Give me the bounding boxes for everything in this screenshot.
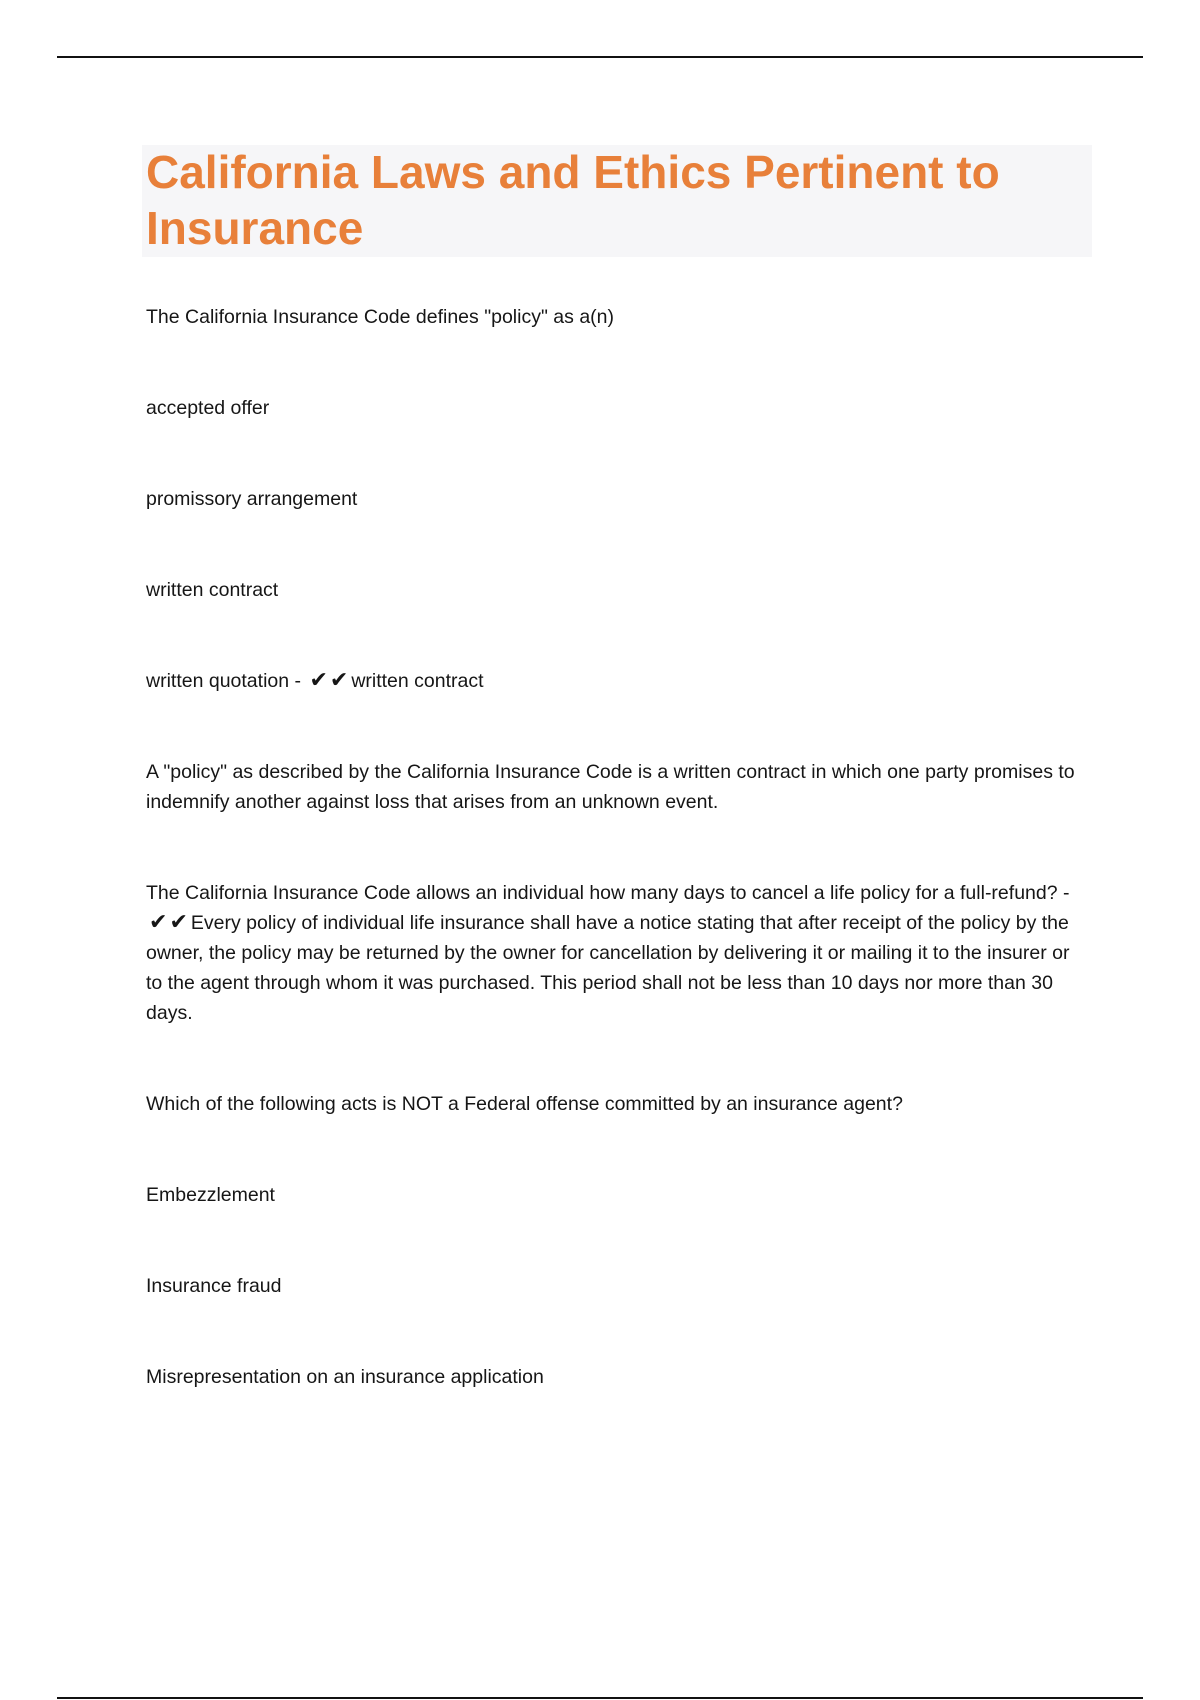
header-rule <box>57 56 1143 58</box>
option-accepted-offer: accepted offer <box>146 397 270 419</box>
option-misrepresentation: Misrepresentation on an insurance application <box>146 1366 544 1388</box>
option-promissory-arrangement: promissory arrangement <box>146 488 358 510</box>
answer-written-contract: written contract <box>351 670 484 692</box>
checkmark-icon: ✔ <box>329 667 349 692</box>
explanation-policy-definition: A "policy" as described by the California Insurance Code is a written contract in which one party promises to indemnify another against loss that arises from an unknown event. <box>146 761 1075 813</box>
checkmark-icon: ✔ <box>309 667 328 692</box>
checkmark-icon: ✔ <box>169 909 188 934</box>
document-title: California Laws and Ethics Pertinent to Insurance <box>146 146 1000 254</box>
question-policy-definition: The California Insurance Code defines "policy" as a(n) <box>146 306 614 328</box>
correct-answer-marker <box>308 666 349 696</box>
checkmark-icon: ✔ <box>149 909 168 934</box>
option-written-quotation-with-answer <box>146 666 1076 696</box>
answer-cancellation-period: Every policy of individual life insurance shall have a notice stating that after receipt of the policy by the owner, the policy may be returned by the owner for cancellation by delivering it or mailing it to the insurer or to the agent through whom it was purchased. This period shall not be less than 10 days nor more than 30 days. <box>146 912 1070 1024</box>
footer-rule <box>57 1697 1143 1699</box>
correct-answer-marker <box>148 908 189 938</box>
option-written-quotation: written quotation - <box>146 670 302 692</box>
option-embezzlement: Embezzlement <box>146 1184 275 1206</box>
question-cancellation-period <box>146 878 1076 1028</box>
option-insurance-fraud: Insurance fraud <box>146 1275 282 1297</box>
option-written-contract: written contract <box>146 579 279 601</box>
question-federal-offense: Which of the following acts is NOT a Federal offense committed by an insurance agent? <box>146 1093 903 1115</box>
question-cancellation-text: The California Insurance Code allows an individual how many days to cancel a life policy for a full-refund? - <box>146 882 1070 904</box>
